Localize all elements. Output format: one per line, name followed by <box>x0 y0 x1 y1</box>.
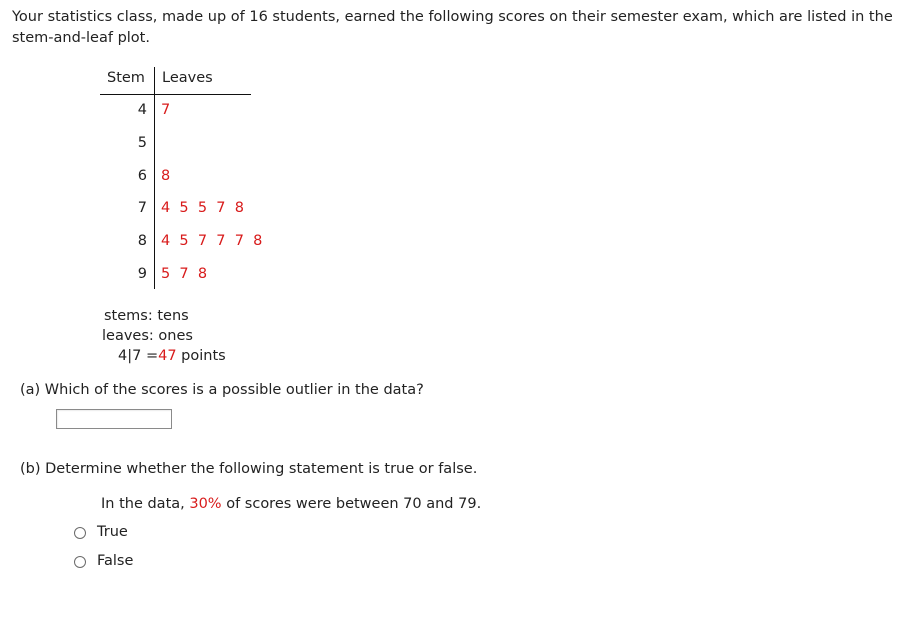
key-example-suffix: points <box>176 348 226 364</box>
statement <box>101 496 481 512</box>
question-b: (b) Determine whether the following statement is true or false. <box>20 461 478 477</box>
stem-value: 4 <box>137 102 147 118</box>
false-label[interactable]: False <box>97 553 134 569</box>
plot-row <box>100 168 251 188</box>
statement-suffix: of scores were between 70 and 79. <box>221 496 482 512</box>
plot-row <box>100 200 251 220</box>
header-divider <box>100 94 251 95</box>
false-radio-button[interactable] <box>74 556 86 568</box>
key-leaves: leaves: ones <box>102 328 193 344</box>
stem-and-leaf-plot <box>100 67 265 289</box>
leaf-values: 4 5 5 7 8 <box>161 200 247 216</box>
key-example-prefix: 4|7 = <box>118 348 159 364</box>
question-a: (a) Which of the scores is a possible outlier in the data? <box>20 382 424 398</box>
stem-value: 6 <box>137 168 147 184</box>
stem-header: Stem <box>107 70 145 86</box>
stem-value: 9 <box>137 266 147 282</box>
true-label[interactable]: True <box>97 524 128 540</box>
leaves-header: Leaves <box>162 70 213 86</box>
plot-row <box>100 233 265 253</box>
leaf-values: 5 7 8 <box>161 266 210 282</box>
outlier-answer-input[interactable] <box>56 409 172 429</box>
problem-intro: Your statistics class, made up of 16 students, earned the following scores on their semester exam, which are listed in the stem-and-leaf plot. <box>12 9 893 46</box>
plot-row <box>100 266 251 286</box>
key-stems: stems: tens <box>104 308 189 324</box>
leaf-values: 4 5 7 7 7 8 <box>161 233 265 249</box>
stem-value: 8 <box>137 233 147 249</box>
statement-prefix: In the data, <box>101 496 190 512</box>
true-radio-button[interactable] <box>74 527 86 539</box>
key-example-value: 47 <box>158 348 177 364</box>
plot-row <box>100 135 251 155</box>
leaf-values: 8 <box>161 168 173 184</box>
key-example <box>118 348 226 364</box>
statement-percent: 30% <box>189 496 222 512</box>
stem-value: 5 <box>137 135 147 151</box>
leaf-values: 7 <box>161 102 173 118</box>
stem-value: 7 <box>137 200 147 216</box>
plot-row <box>100 102 251 122</box>
